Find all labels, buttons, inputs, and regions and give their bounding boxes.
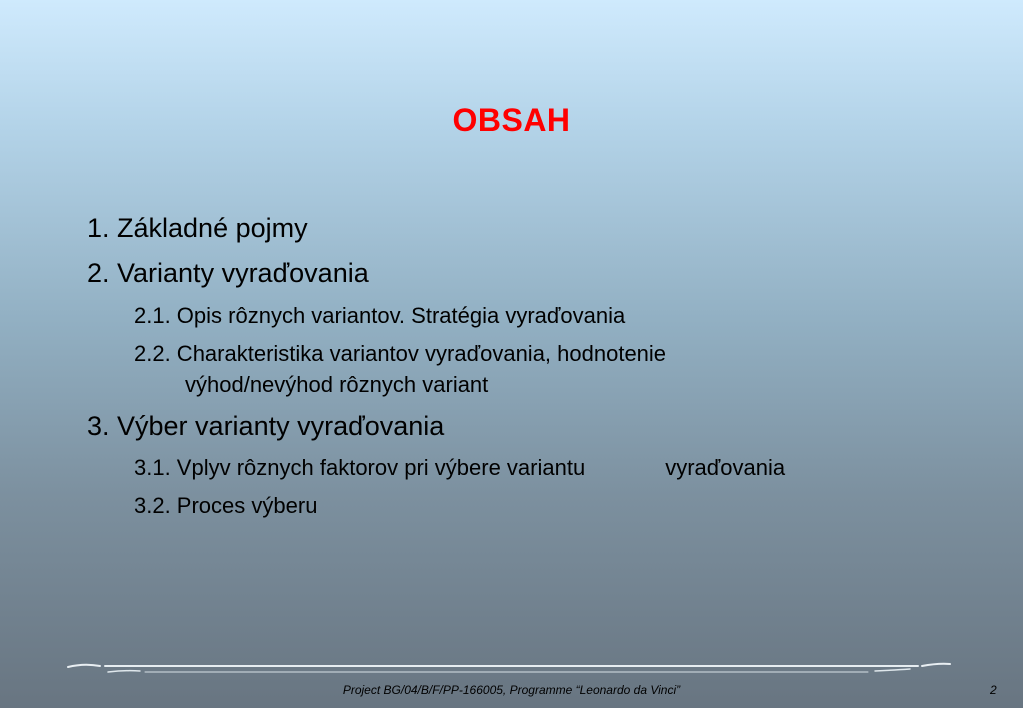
toc-item-3-1-tail: vyraďovania <box>665 455 786 480</box>
footer-text: Project BG/04/B/F/PP-166005, Programme “Leonardo da Vinci” <box>342 683 681 697</box>
footer-decoration <box>0 655 1023 685</box>
toc-item-2-1: 2.1. Opis rôznych variantov. Stratégia vyraďovania <box>134 303 626 328</box>
toc-item-2-2: 2.2. Charakteristika variantov vyraďovania, hodnotenie <box>134 341 667 366</box>
toc-item-3-1 <box>134 455 785 481</box>
toc-item-3: 3. Výber varianty vyraďovania <box>87 411 445 441</box>
toc-item-1: 1. Základné pojmy <box>87 213 308 243</box>
toc-item-3-1-text: 3.1. Vplyv rôznych faktorov pri výbere variantu <box>134 455 586 480</box>
toc-item-2-2-continuation: výhod/nevýhod rôznych variant <box>185 372 489 397</box>
toc-item-2: 2. Varianty vyraďovania <box>87 258 369 288</box>
toc-item-3-2: 3.2. Proces výberu <box>134 493 318 518</box>
slide-title: OBSAH <box>452 102 571 138</box>
page-number: 2 <box>990 683 997 697</box>
